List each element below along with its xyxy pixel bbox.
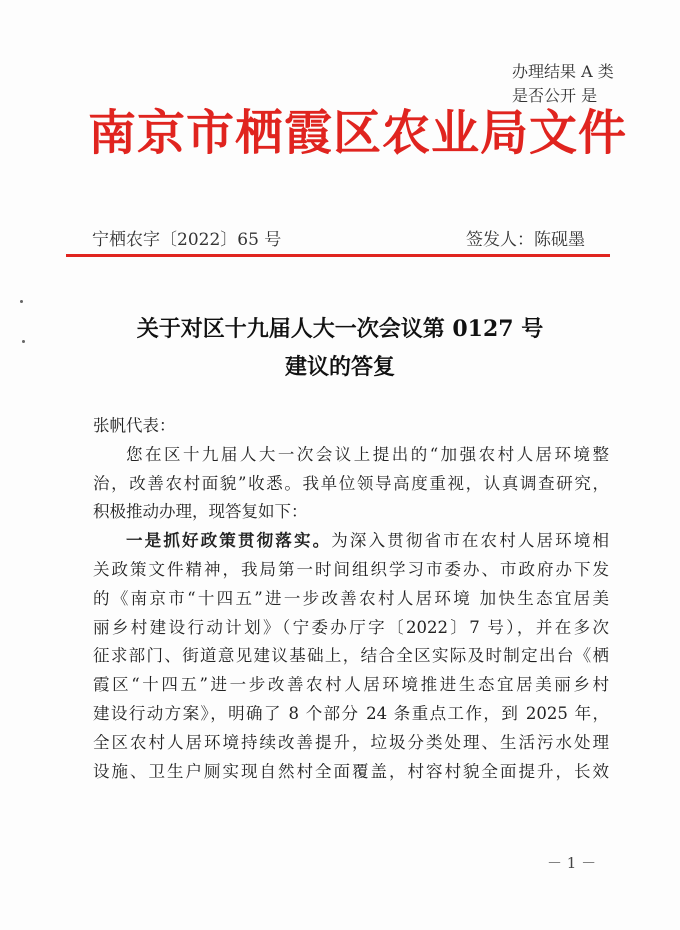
body-line: 征求部门、街道意见建议基础上，结合全区实际及时制定出台《栖: [93, 646, 609, 666]
handling-meta: [512, 60, 614, 108]
section-heading: 一是抓好政策贯彻落实。: [126, 531, 332, 551]
signer: 签发人：陈砚墨: [466, 230, 585, 250]
body-line: 设施、卫生户厕实现自然村全面覆盖，村容村貌全面提升，长效: [93, 761, 609, 781]
body-line: 治，改善农村面貌”收悉。我单位领导高度重视，认真调查研究，: [93, 473, 609, 493]
document-masthead: 南京市栖霞区农业局文件: [88, 105, 628, 161]
title-line-2: 建议的答复: [284, 354, 395, 380]
body-line: 您在区十九届人大一次会议上提出的“加强农村人居环境整: [126, 444, 609, 464]
document-title: [0, 310, 680, 386]
public-status: 是否公开 是: [512, 86, 598, 105]
body-line: 积极推动办理，现答复如下：: [93, 502, 308, 522]
scan-speck: [20, 300, 23, 303]
document-number: 宁栖农字〔2022〕65 号: [92, 230, 282, 250]
salutation: 张帆代表：: [93, 416, 176, 435]
body-line: 霞区“十四五”进一步改善农村人居环境推进生态宜居美丽乡村: [93, 675, 609, 695]
red-divider: [66, 254, 610, 257]
title-line-1: 关于对区十九届人大一次会议第 0127 号: [136, 316, 544, 342]
body-line: 丽乡村建设行动计划》（宁委办厅字〔2022〕7 号），并在多次: [93, 617, 609, 637]
body-line: 的《南京市“十四五”进一步改善农村人居环境 加快生态宜居美: [93, 588, 609, 608]
body-line: 全区农村人居环境持续改善提升，垃圾分类处理、生活污水处理: [93, 732, 609, 752]
section-heading-rest: 为深入贯彻省市在农村人居环境相: [331, 531, 609, 551]
body-line: 建设行动方案》，明确了 8 个部分 24 条重点工作，到 2025 年，: [93, 703, 609, 723]
body-line: [93, 527, 609, 556]
handling-result: 办理结果 A 类: [512, 62, 614, 81]
page-number: － 1 －: [547, 854, 597, 872]
document-body: [93, 412, 609, 786]
body-line: 关政策文件精神，我局第一时间组织学习市委办、市政府办下发: [93, 559, 609, 579]
